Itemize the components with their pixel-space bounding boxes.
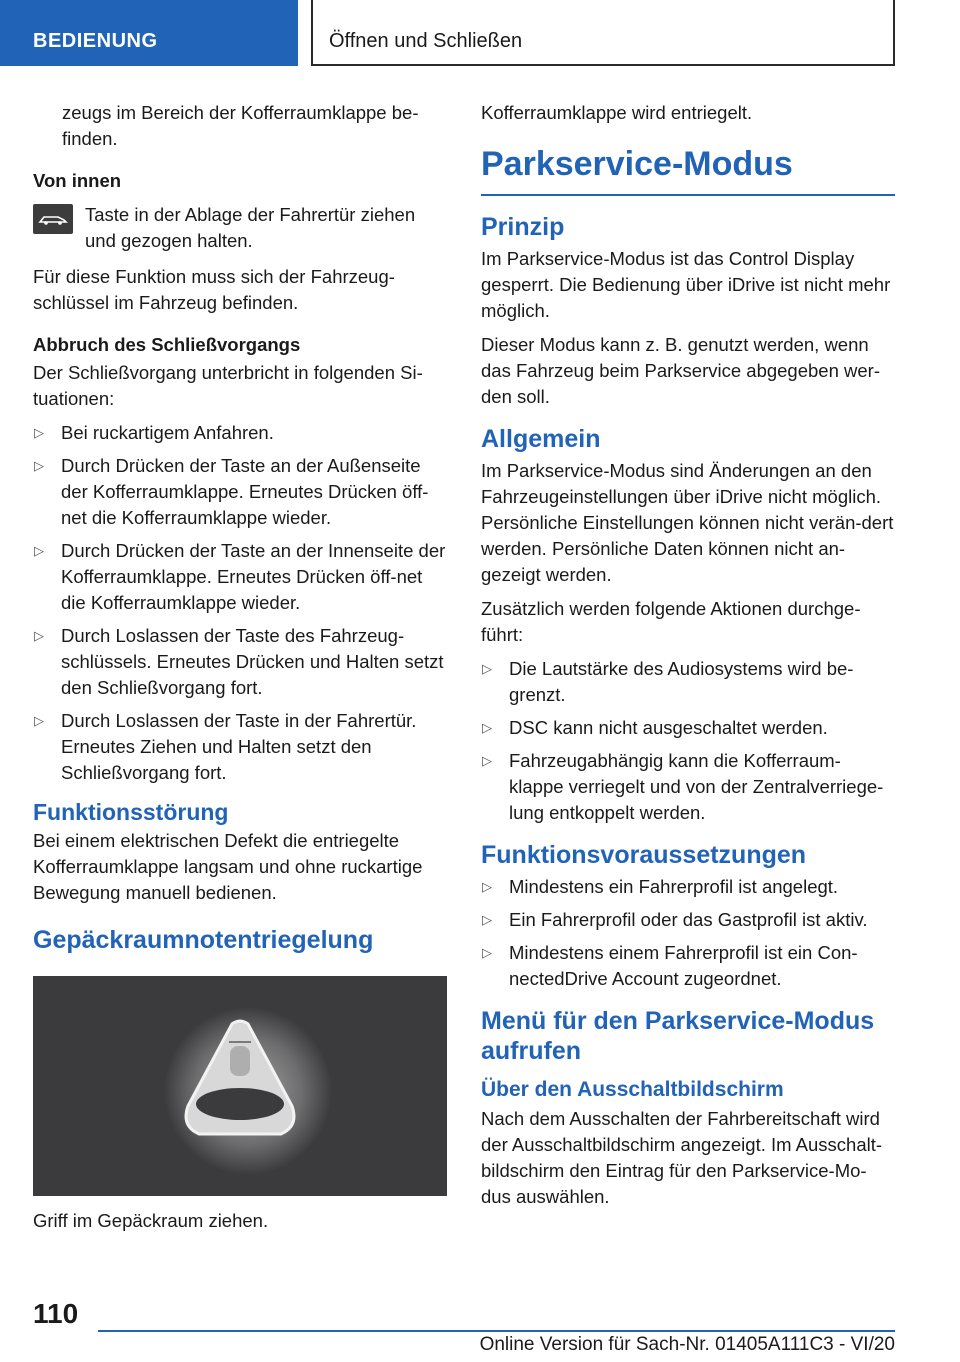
- section-tab: BEDIENUNG: [0, 0, 298, 66]
- list-item: ▷ Ein Fahrerprofil oder das Gastprofil ist aktiv.: [481, 907, 895, 933]
- funktionsstoerung-text: Bei einem elektrischen Defekt die entriegelte Kofferraumklappe langsam und ohne ruckartige Bewegung manuell bedienen.: [33, 830, 423, 903]
- bullet-triangle-icon: ▷: [482, 945, 492, 960]
- bullet-triangle-icon: ▷: [482, 720, 492, 735]
- list-item: ▷ Mindestens einem Fahrerprofil ist ein Con-nectedDrive Account zugeordnet.: [482, 942, 858, 989]
- right-column: [481, 100, 895, 1218]
- list-item: ▷ Die Lautstärke des Audiosystems wird be-grenzt.: [482, 658, 854, 705]
- notentriegelung-heading: Gepäckraumnotentriegelung: [33, 926, 374, 954]
- continuation-text-right: Kofferraumklappe wird entriegelt.: [481, 102, 753, 123]
- emergency-release-handle-image: [33, 976, 447, 1196]
- trunk-release-key-icon: [33, 204, 73, 234]
- voraussetzungen-heading: Funktionsvoraussetzungen: [481, 841, 807, 869]
- page-number: 110: [33, 1298, 79, 1329]
- list-item: ▷ Mindestens ein Fahrerprofil ist angelegt.: [481, 874, 895, 900]
- list-item: ▷ Durch Drücken der Taste an der Innenseite der Kofferraumklappe. Erneutes Drücken öff-net die Kofferraumklappe wieder.: [34, 540, 446, 613]
- release-handle-icon: [33, 976, 447, 1196]
- ausschaltbildschirm-heading: Über den Ausschaltbildschirm: [481, 1078, 784, 1101]
- prinzip-paragraph-2: Dieser Modus kann z. B. genutzt werden, wenn das Fahrzeug beim Parkservice abgegeben wer-den soll.: [481, 334, 880, 407]
- abbruch-intro: Der Schließvorgang unterbricht in folgenden Si-tuationen:: [33, 362, 423, 409]
- list-item: ▷ DSC kann nicht ausgeschaltet werden.: [481, 715, 895, 741]
- prinzip-heading: Prinzip: [481, 213, 565, 241]
- figure-caption: Griff im Gepäckraum ziehen.: [33, 1210, 269, 1231]
- left-column: [33, 100, 447, 1242]
- continuation-line-2: finden.: [62, 128, 118, 149]
- menu-heading: Menü für den Parkservice-Modus aufrufen: [481, 1007, 875, 1065]
- bullet-triangle-icon: ▷: [482, 879, 492, 894]
- continuation-line-1: zeugs im Bereich der Kofferraumklappe be-: [62, 102, 419, 123]
- list-item: ▷ Durch Loslassen der Taste des Fahrzeug-schlüssels. Erneutes Drücken und Halten setzt den Schließvorgang fort.: [34, 625, 444, 698]
- bullet-triangle-icon: ▷: [34, 543, 44, 558]
- allgemein-heading: Allgemein: [481, 425, 601, 453]
- voraussetzungen-list: [481, 874, 895, 992]
- allgemein-list: [481, 656, 895, 826]
- continuation-text: [33, 100, 447, 152]
- allgemein-paragraph-1: Im Parkservice-Modus sind Änderungen an den Fahrzeugeinstellungen über iDrive nicht möglich. Persönliche Einstellungen können nicht verän-dert werden. Persönliche Daten können nicht an-gezeigt werden.: [481, 460, 894, 585]
- bullet-triangle-icon: ▷: [482, 661, 492, 676]
- abbruch-heading: Abbruch des Schließvorgangs: [33, 334, 301, 355]
- von-innen-heading: Von innen: [33, 170, 122, 191]
- key-instruction: [33, 202, 447, 254]
- list-item: ▷ Fahrzeugabhängig kann die Kofferraum-klappe verriegelt und von der Zentralverriege-lung entkoppelt werden.: [482, 750, 884, 823]
- bullet-triangle-icon: ▷: [482, 912, 492, 927]
- parkservice-title: Parkservice-Modus: [481, 144, 895, 196]
- prinzip-paragraph-1: Im Parkservice-Modus ist das Control Display gesperrt. Die Bedienung über iDrive ist nicht mehr möglich.: [481, 248, 891, 321]
- list-item: ▷ Durch Loslassen der Taste in der Fahrertür. Erneutes Ziehen und Halten setzt den Schließvorgang fort.: [34, 710, 417, 783]
- ausschaltbildschirm-text: Nach dem Ausschalten der Fahrbereitschaft wird der Ausschaltbildschirm angezeigt. Im Ausschalt-bildschirm den Eintrag für den Parkservice-Mo-dus auswählen.: [481, 1108, 883, 1207]
- bullet-triangle-icon: ▷: [34, 713, 44, 728]
- list-item: ▷ Bei ruckartigem Anfahren.: [33, 420, 447, 446]
- online-version-note: Online Version für Sach-Nr. 01405A111C3 - VI/20: [479, 1334, 895, 1355]
- list-item: ▷ Durch Drücken der Taste an der Außenseite der Kofferraumklappe. Erneutes Drücken öff-net die Kofferraumklappe wieder.: [34, 455, 429, 528]
- chapter-title: Öffnen und Schließen: [311, 0, 895, 66]
- abbruch-list: [33, 420, 447, 786]
- key-instruction-text: Taste in der Ablage der Fahrertür ziehen und gezogen halten.: [85, 204, 416, 251]
- bullet-triangle-icon: ▷: [34, 458, 44, 473]
- bullet-triangle-icon: ▷: [34, 425, 44, 440]
- bullet-triangle-icon: ▷: [34, 628, 44, 643]
- footer-divider: [98, 1330, 895, 1332]
- function-note: Für diese Funktion muss sich der Fahrzeug-schlüssel im Fahrzeug befinden.: [33, 266, 395, 313]
- allgemein-paragraph-2: Zusätzlich werden folgende Aktionen durchge-führt:: [481, 598, 861, 645]
- bullet-triangle-icon: ▷: [482, 753, 492, 768]
- funktionsstoerung-heading: Funktionsstörung: [33, 799, 229, 825]
